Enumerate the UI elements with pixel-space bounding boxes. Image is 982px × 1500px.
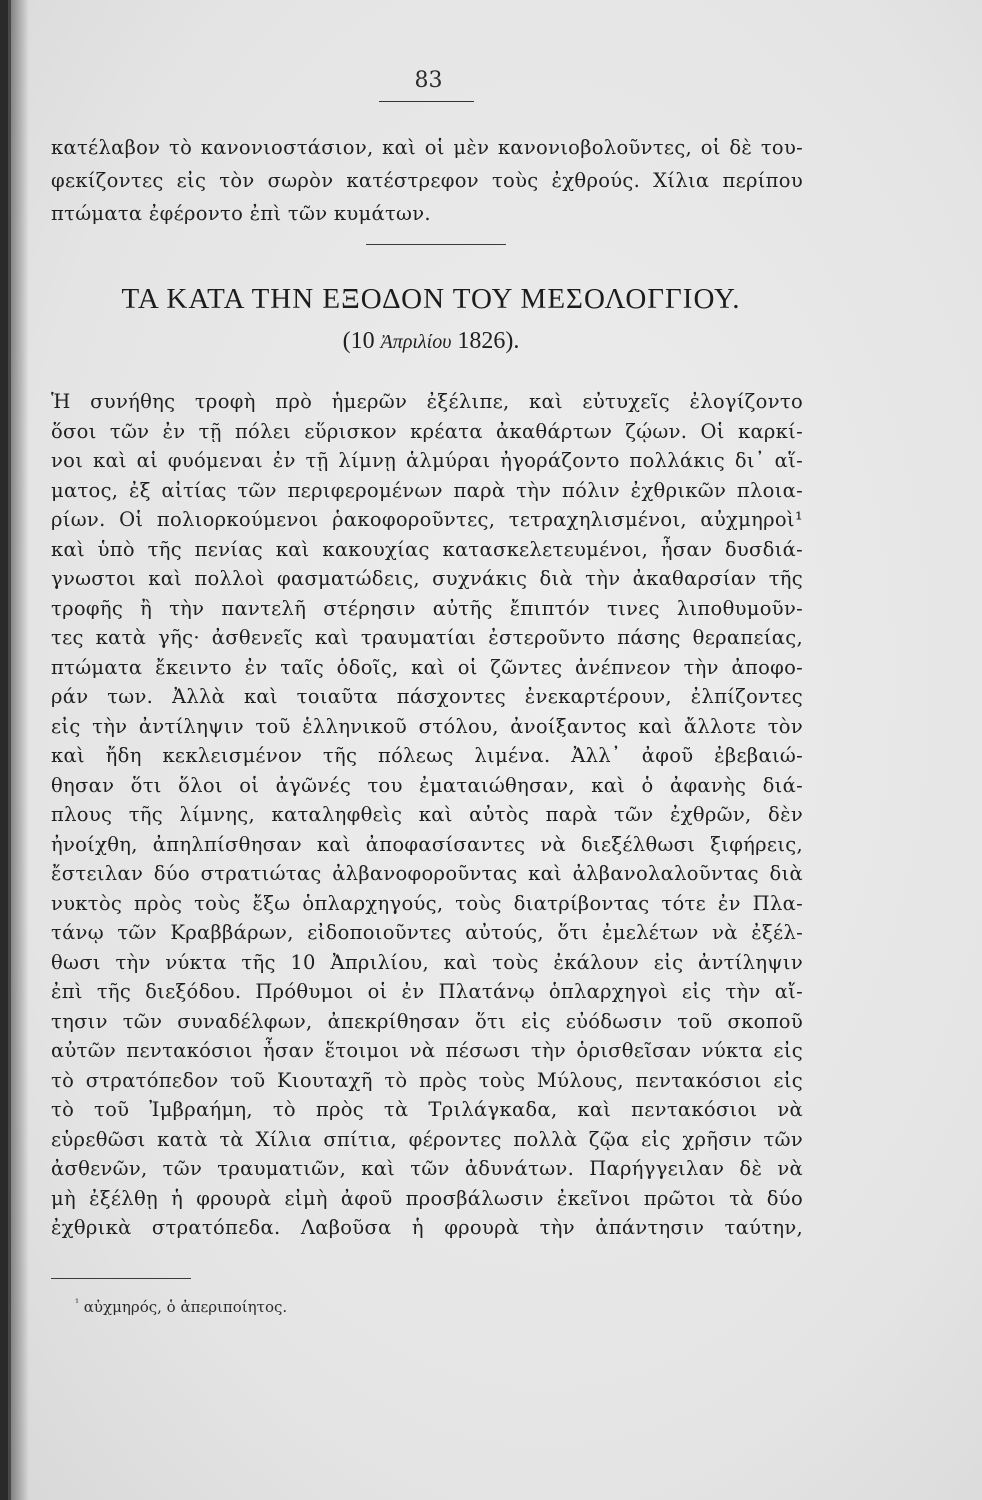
text-line: τάνῳ τῶν Κραββάρων, εἰδοποιοῦντες αὐτούς, ὅτι ἐμελέτων νὰ ἐξέλ-: [51, 921, 803, 944]
text-line: θησαν ὅτι ὅλοι οἱ ἀγῶνές του ἐματαιώθησαν, καὶ ὁ ἀφανὴς διά-: [51, 773, 803, 797]
text-line: καὶ ἤδη κεκλεισμένον τῆς πόλεως λιμένα. Ἀλλ᾽ ἀφοῦ ἐβεβαιώ-: [51, 744, 803, 767]
text-line: νυκτὸς πρὸς τοὺς ἔξω ὁπλαρχηγούς, τοὺς διατρίβοντας τότε ἐν Πλα-: [51, 891, 803, 915]
page-number-rule: [379, 101, 474, 102]
date-month: Ἀπριλίου: [380, 331, 452, 353]
footnote: [75, 1298, 287, 1316]
section-date: [261, 328, 601, 355]
section-divider: [366, 244, 506, 245]
text-line: τὸ στρατόπεδον τοῦ Κιουταχῆ τὸ πρὸς τοὺς Μύλους, πεντακόσιοι εἰς: [51, 1068, 803, 1092]
section-heading: ΤΑ ΚΑΤΑ ΤΗΝ ΕΞΟΔΟΝ ΤΟΥ ΜΕΣΟΛΟΓΓΙΟΥ.: [121, 283, 741, 315]
text-line: τὸ τοῦ Ἰμβραήμη, τὸ πρὸς τὰ Τριλάγκαδα, καὶ πεντακόσιοι νὰ: [51, 1098, 803, 1121]
text-line: ἔστειλαν δύο στρατιώτας ἀλβανοφοροῦντας καὶ ἀλβανολαλοῦντας διὰ: [51, 862, 803, 885]
text-line: ὅσοι τῶν ἐν τῇ πόλει εὕρισκον κρέατα ἀκαθάρτων ζῴων. Οἱ καρκί-: [51, 419, 803, 443]
text-line: ἠνοίχθη, ἀπηλπίσθησαν καὶ ἀποφασίσαντες νὰ διεξέλθωσι ξιφήρεις,: [51, 832, 803, 856]
text-line: ρίων. Οἱ πολιορκούμενοι ῥακοφοροῦντες, τετραχηλισμένοι, αὐχμηροὶ¹: [51, 508, 803, 531]
text-line: τησιν τῶν συναδέλφων, ἀπεκρίθησαν ὅτι εἰς εὐόδωσιν τοῦ σκοποῦ: [51, 1009, 803, 1033]
text-line: φεκίζοντες εἰς τὸν σωρὸν κατέστρεφον τοὺς ἐχθρούς. Χίλια περίπου: [51, 169, 803, 192]
text-line: ἀσθενῶν, τῶν τραυματιῶν, καὶ τῶν ἀδυνάτων. Παρήγγειλαν δὲ νὰ: [51, 1157, 803, 1180]
text-line: θωσι τὴν νύκτα τῆς 10 Ἀπριλίου, καὶ τοὺς ἐκάλουν εἰς ἀντίληψιν: [51, 950, 803, 974]
text-line: πλους τῆς λίμνης, καταληφθεὶς καὶ αὐτὸς παρὰ τῶν ἐχθρῶν, δὲν: [51, 803, 803, 826]
text-line: ἐπὶ τῆς διεξόδου. Πρόθυμοι οἱ ἐν Πλατάνῳ ὁπλαρχηγοὶ εἰς τὴν αἴ-: [51, 980, 803, 1003]
text-line: ἐχθρικὰ στρατόπεδα. Λαβοῦσα ἡ φρουρὰ τὴν ἀπάντησιν ταύτην,: [51, 1216, 803, 1239]
date-open: (10: [342, 328, 381, 354]
date-close: 1826).: [451, 328, 520, 354]
text-line: εὑρεθῶσι κατὰ τὰ Χίλια σπίτια, φέροντες πολλὰ ζῷα εἰς χρῆσιν τῶν: [51, 1127, 803, 1151]
text-line: ματος, ἐξ αἰτίας τῶν περιφερομένων παρὰ τὴν πόλιν ἐχθρικῶν πλοια-: [51, 478, 803, 502]
text-line: εἰς τὴν ἀντίληψιν τοῦ ἑλληνικοῦ στόλου, ἀνοίξαντος καὶ ἄλλοτε τὸν: [51, 714, 803, 738]
text-line: πτώματα ἔκειντο ἐν ταῖς ὁδοῖς, καὶ οἱ ζῶντες ἀνέπνεον τὴν ἀποφο-: [51, 655, 803, 679]
page-binding-shadow: [11, 0, 29, 1500]
text-line: Ἡ συνήθης τροφὴ πρὸ ἡμερῶν ἐξέλιπε, καὶ εὐτυχεῖς ἐλογίζοντο: [51, 390, 803, 413]
text-line: αὐτῶν πεντακόσιοι ἦσαν ἕτοιμοι νὰ πέσωσι τὴν ὁρισθεῖσαν νύκτα εἰς: [51, 1039, 803, 1062]
text-line: νοι καὶ αἱ φυόμεναι ἐν τῇ λίμνῃ ἁλμύραι ἠγοράζοντο πολλάκις δι᾽ αἵ-: [51, 449, 803, 472]
text-line: πτώματα ἐφέροντο ἐπὶ τῶν κυμάτων.: [51, 202, 431, 225]
text-line: τροφῆς ἢ τὴν παντελῆ στέρησιν αὐτῆς ἔπιπτόν τινες λιποθυμοῦν-: [51, 596, 803, 620]
text-line: μὴ ἐξέλθῃ ἡ φρουρὰ εἰμὴ ἀφοῦ προσβάλωσιν ἐκεῖνοι πρῶτοι τὰ δύο: [51, 1186, 803, 1210]
text-line: καὶ ὑπὸ τῆς πενίας καὶ κακουχίας κατασκελετευμένοι, ἦσαν δυσδιά-: [51, 537, 803, 561]
text-line: γνωστοι καὶ πολλοὶ φασματώδεις, συχνάκις διὰ τὴν ἀκαθαρσίαν τῆς: [51, 567, 803, 590]
footnote-text: αὐχμηρός, ὁ ἀπεριποίητος.: [83, 1298, 288, 1316]
footnote-marker: ¹: [75, 1298, 80, 1309]
text-line: τες κατὰ γῆς· ἀσθενεῖς καὶ τραυματίαι ἐστεροῦντο πάσης θεραπείας,: [51, 626, 803, 649]
document-page: [8, 0, 982, 1500]
footnote-rule: [51, 1278, 191, 1279]
text-line: κατέλαβον τὸ κανονιοστάσιον, καὶ οἱ μὲν κανονιοβολοῦντες, οἱ δὲ του-: [51, 136, 803, 159]
text-line: ράν των. Ἀλλὰ καὶ τοιαῦτα πάσχοντες ἐνεκαρτέρουν, ἐλπίζοντες: [51, 685, 803, 708]
page-number: 83: [414, 68, 443, 93]
